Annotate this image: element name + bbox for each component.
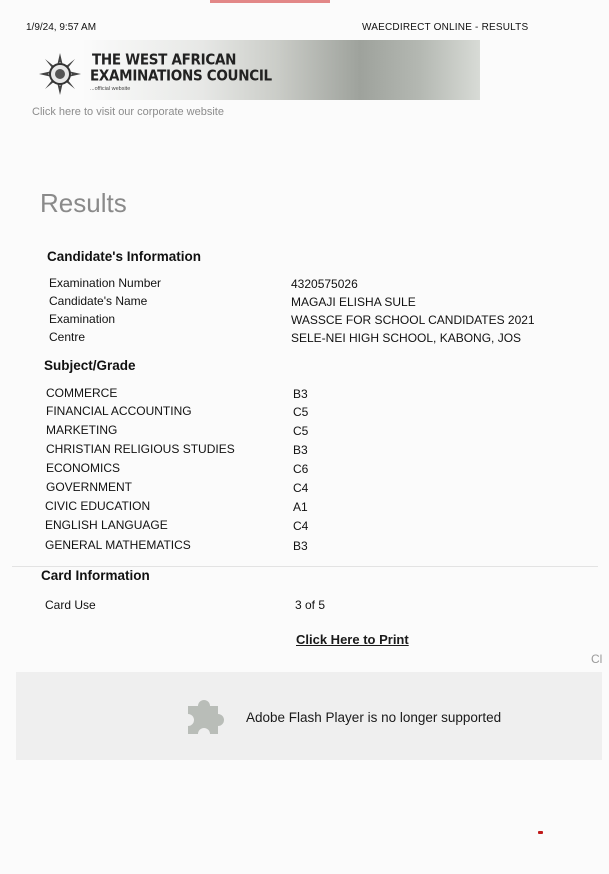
section-divider bbox=[12, 566, 598, 567]
centre-label: Centre bbox=[49, 330, 86, 344]
subject-grade: B3 bbox=[293, 539, 308, 553]
candidate-name-label: Candidate's Name bbox=[49, 294, 148, 308]
subject-name: MARKETING bbox=[46, 423, 118, 437]
print-page-title: WAECDIRECT ONLINE - RESULTS bbox=[362, 22, 529, 33]
print-date: 1/9/24, 9:57 AM bbox=[26, 22, 97, 33]
subject-grade: B3 bbox=[293, 443, 308, 457]
subject-grade: A1 bbox=[293, 500, 308, 514]
card-use-value: 3 of 5 bbox=[295, 598, 326, 612]
subject-grade: C4 bbox=[293, 519, 309, 533]
red-mark bbox=[538, 831, 543, 834]
candidate-name-value: MAGAJI ELISHA SULE bbox=[291, 295, 416, 309]
print-header bbox=[0, 22, 609, 36]
subject-name: COMMERCE bbox=[46, 386, 118, 400]
subject-name: FINANCIAL ACCOUNTING bbox=[46, 404, 192, 418]
subject-grade-heading: Subject/Grade bbox=[44, 358, 136, 373]
exam-number-value: 4320575026 bbox=[291, 277, 358, 291]
puzzle-piece-icon bbox=[182, 692, 230, 740]
examination-label: Examination bbox=[49, 312, 116, 326]
subject-name: CIVIC EDUCATION bbox=[45, 499, 151, 513]
card-info-heading: Card Information bbox=[41, 568, 150, 583]
subject-name: ECONOMICS bbox=[46, 461, 121, 475]
subject-name: GOVERNMENT bbox=[46, 480, 133, 494]
examination-value: WASSCE FOR SCHOOL CANDIDATES 2021 bbox=[291, 313, 535, 327]
page-title: Results bbox=[40, 188, 127, 218]
centre-value: SELE-NEI HIGH SCHOOL, KABONG, JOS bbox=[291, 331, 522, 345]
org-subtitle: ...official website bbox=[90, 86, 131, 92]
corporate-website-link[interactable]: Click here to visit our corporate website bbox=[32, 106, 224, 118]
org-name-line1: THE WEST AFRICAN bbox=[92, 51, 237, 69]
waec-banner[interactable] bbox=[32, 40, 480, 100]
card-use-label: Card Use bbox=[45, 598, 96, 612]
subject-grade: C5 bbox=[293, 424, 309, 438]
subject-grade: C5 bbox=[293, 405, 309, 419]
subject-name: ENGLISH LANGUAGE bbox=[45, 518, 168, 532]
flash-unsupported-message: Adobe Flash Player is no longer supported bbox=[246, 710, 502, 725]
subject-grade: C6 bbox=[293, 462, 309, 476]
waec-logo-icon bbox=[38, 52, 82, 96]
top-edge-strip bbox=[210, 0, 330, 3]
org-name-line2: EXAMINATIONS COUNCIL bbox=[90, 67, 272, 85]
subject-grade: C4 bbox=[293, 481, 309, 495]
clipped-link-text[interactable]: Cl bbox=[591, 652, 603, 666]
print-button[interactable]: Click Here to Print bbox=[296, 632, 409, 647]
subject-name: GENERAL MATHEMATICS bbox=[45, 538, 191, 552]
flash-plugin-placeholder bbox=[16, 672, 602, 760]
subject-grade: B3 bbox=[293, 387, 308, 401]
exam-number-label: Examination Number bbox=[49, 276, 162, 290]
subject-name: CHRISTIAN RELIGIOUS STUDIES bbox=[46, 442, 235, 456]
banner-photo bbox=[280, 40, 480, 100]
candidate-info-heading: Candidate's Information bbox=[47, 249, 201, 264]
